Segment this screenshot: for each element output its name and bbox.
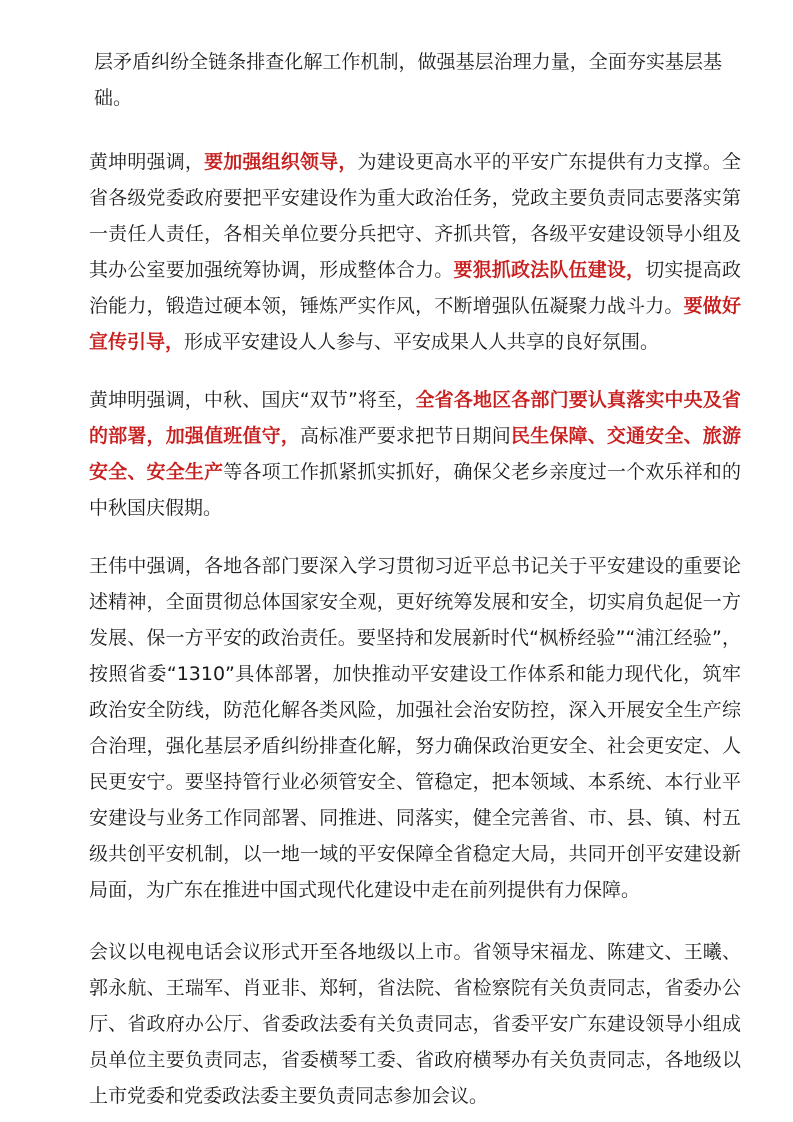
highlighted-text: 要加强组织领导， [204,151,358,173]
paragraph-3 [89,548,741,908]
body-text: 为建设更高水平的平安广东提供有力支撑。全省各级党委政府要把平安建设作为重大政治任务，党政主要负责同志要落实第一责任人责任，各相关单位要分兵把守、齐抓共管，各级平安建设领导小组及其办公室要加强统筹协调，形成整体合力。 [89,151,741,281]
body-text: 等各项工作抓紧抓实抓好，确保父老乡亲度过一个欢乐祥和的中秋国庆假期。 [89,461,741,519]
highlighted-text: 民生保障、交通安全、旅游安全、安全生产 [89,425,741,483]
body-text: 高标准严要求把节日期间 [300,425,511,447]
highlighted-text: 全省各地区各部门要认真落实中央及省的部署，加强值班值守， [89,389,741,447]
body-text: 形成平安建设人人参与、平安成果人人共享的良好氛围。 [184,331,660,353]
highlighted-text: 要做好宣传引导， [89,295,741,353]
paragraph-2 [89,382,741,526]
paragraph-0 [94,44,722,116]
paragraph-4 [89,934,741,1114]
body-text: 黄坤明强调， [89,151,205,173]
paragraph-1 [89,144,741,360]
body-text: 切实提高政治能力，锻造过硬本领，锤炼严实作风，不断增强队伍凝聚力战斗力。 [89,259,741,317]
body-text: 会议以电视电话会议形式开至各地级以上市。省领导宋福龙、陈建文、王曦、郭永航、王瑞军、肖亚非、郑轲，省法院、省检察院有关负责同志，省委办公厅、省政府办公厅、省委政法委有关负责同志，省委平安广东建设领导小组成员单位主要负责同志，省委横琴工委、省政府横琴办有关负责同志，各地级以上市党委和党委政法委主要负责同志参加会议。 [89,941,741,1107]
body-text: 黄坤明强调，中秋、国庆“双节”将至， [89,389,416,411]
body-text: 层矛盾纠纷全链条排查化解工作机制，做强基层治理力量，全面夯实基层基础。 [94,51,722,109]
highlighted-text: 要狠抓政法队伍建设， [453,259,646,281]
body-text: 王伟中强调，各地各部门要深入学习贯彻习近平总书记关于平安建设的重要论述精神，全面贯彻总体国家安全观，更好统筹发展和安全，切实肩负起促一方发展、保一方平安的政治责任。要坚持和发展新时代“枫桥经验”“浦江经验”，按照省委“1310”具体部署，加快推动平安建设工作体系和能力现代化，筑牢政治安全防线，防范化解各类风险，加强社会治安防控，深入开展安全生产综合治理，强化基层矛盾纠纷排查化解，努力确保政治更安全、社会更安定、人民更安宁。要坚持管行业必须管安全、管稳定，把本领域、本系统、本行业平安建设与业务工作同部署、同推进、同落实，健全完善省、市、县、镇、村五级共创平安机制，以一地一域的平安保障全省稳定大局，共同开创平安建设新局面，为广东在推进中国式现代化建设中走在前列提供有力保障。 [89,555,741,901]
